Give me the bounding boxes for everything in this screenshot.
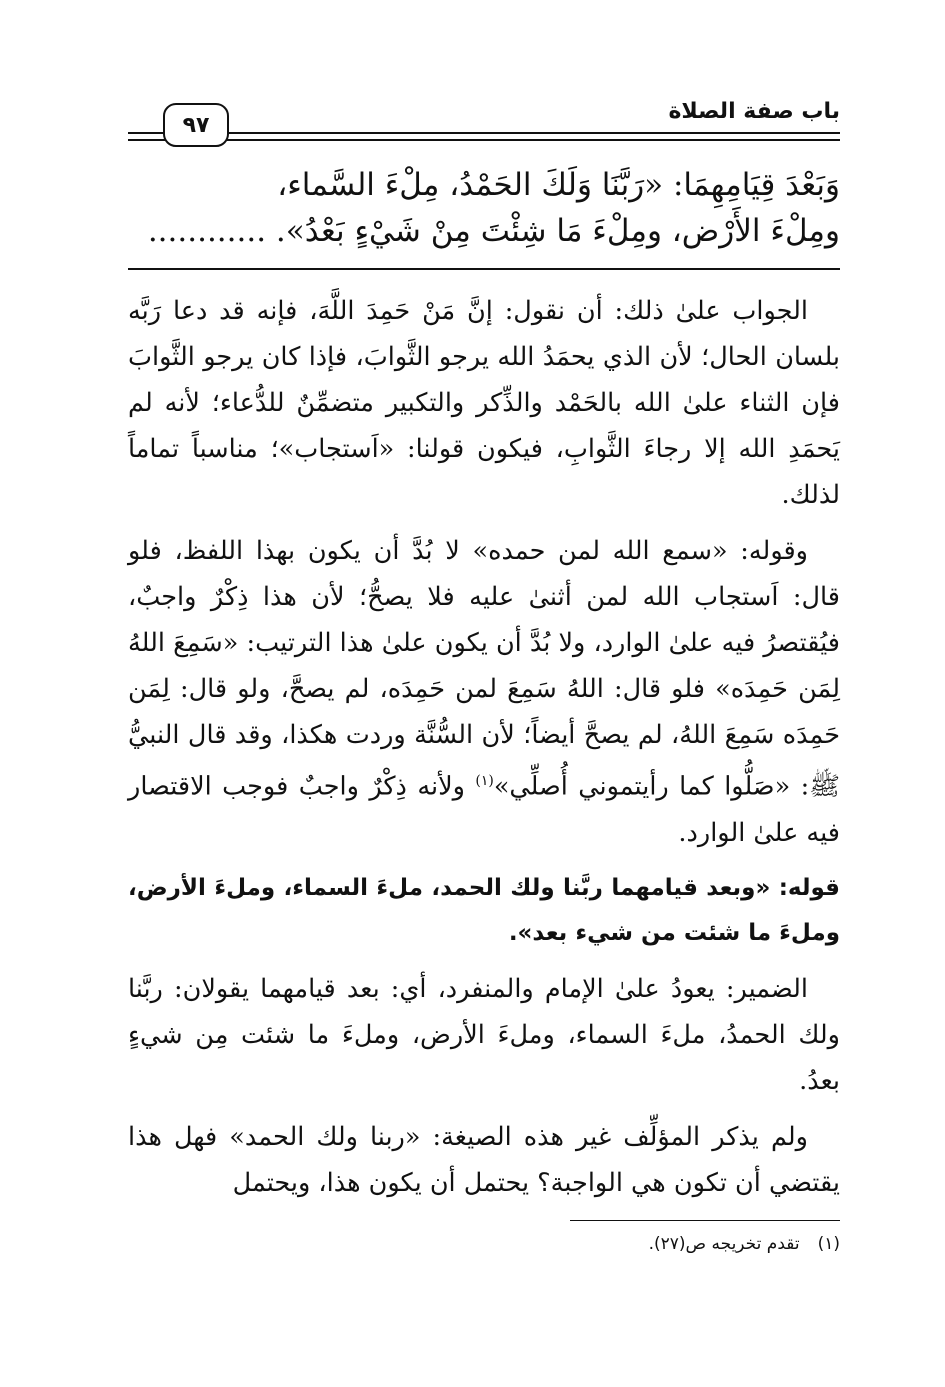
matn-quote: قوله: «وبعد قيامهما ربَّنا ولك الحمد، ملءَ السماء، وملءَ الأرض، وملءَ ما شئت من شيء بعد». bbox=[128, 874, 840, 946]
footnote-number: (١) bbox=[817, 1233, 840, 1254]
commentary-paragraph: ولم يذكر المؤلِّف غير هذه الصيغة: «ربنا ولك الحمد» فهل هذا يقتضي أن تكون هي الواجبة؟ يحتمل أن يكون هذا، ويحتمل bbox=[128, 1121, 840, 1198]
page-body bbox=[128, 162, 840, 1257]
page-header bbox=[128, 95, 840, 155]
footnote-separator bbox=[570, 1220, 840, 1221]
paragraph-text: ولأنه ذِكْرٌ واجبٌ فوجب الاقتصار فيه علىٰ الوارد. bbox=[128, 771, 840, 848]
matn-line: ومِلْءَ الأَرْض، ومِلْءَ مَا شِئْتَ مِنْ شَيْءٍ بَعْدُ». ............ bbox=[147, 213, 840, 249]
commentary-paragraph bbox=[128, 528, 840, 856]
commentary-paragraph: الضمير: يعودُ علىٰ الإمام والمنفرد، أي: بعد قيامهما يقولان: ربَّنا ولك الحمدُ، ملءَ السماء، وملءَ الأرض، وملءَ ما شئت مِن شيءٍ بعدُ. bbox=[128, 973, 840, 1096]
header-rule bbox=[128, 139, 840, 141]
footnote-text: تقدم تخريجه ص(٢٧). bbox=[648, 1233, 800, 1254]
matn-line: وَبَعْدَ قِيَامِهِمَا: «رَبَّنَا وَلَكَ الحَمْدُ، مِلْءَ السَّماء، bbox=[277, 167, 840, 203]
commentary-paragraph: الجواب علىٰ ذلك: أن نقول: إنَّ مَنْ حَمِدَ اللَّهَ، فإنه قد دعا رَبَّه بلسان الحال؛ لأن الذي يحمَدُ الله يرجو الثَّوابَ، فإذا كان يرجو الثَّوابَ فإن الثناء علىٰ الله بالحَمْد والذِّكر والتكبير متضمِّنٌ للدُّعاء؛ لأنه لم يَحمَدِ الله إلا رجاءَ الثَّوابِ، فيكون قولنا: «اَستجاب»؛ مناسباً تماماً لذلك. bbox=[128, 296, 840, 510]
header-rule bbox=[128, 132, 840, 134]
chapter-title: باب صفة الصلاة bbox=[668, 99, 840, 124]
footnote-ref: (١) bbox=[475, 773, 494, 789]
page-number: ٩٧ bbox=[163, 103, 229, 147]
paragraph-text: وقوله: «سمع الله لمن حمده» لا بُدَّ أن يكون بهذا اللفظ، فلو قال: اَستجاب الله لمن أثنىٰ عليه فلا يصحُّ؛ لأن هذا ذِكْرٌ واجبٌ، فيُقتصرُ فيه علىٰ الوارد، ولا بُدَّ أن يكون علىٰ هذا الترتيب: «سَمِعَ اللهُ لِمَن حَمِدَه» فلو قال: اللهُ سَمِعَ لمن حَمِدَه، لم يصحَّ، ولو قال: لِمَن حَمِدَه سَمِعَ اللهُ، لم يصحَّ أيضاً؛ لأن السُّنَّة وردت هكذا، وقد قال النبيُّ ﷺ: «صَلُّوا كما رأيتموني أُصلِّي» bbox=[128, 536, 840, 802]
matn-text bbox=[128, 162, 840, 254]
matn-separator bbox=[128, 268, 840, 270]
footnote bbox=[128, 1231, 840, 1257]
